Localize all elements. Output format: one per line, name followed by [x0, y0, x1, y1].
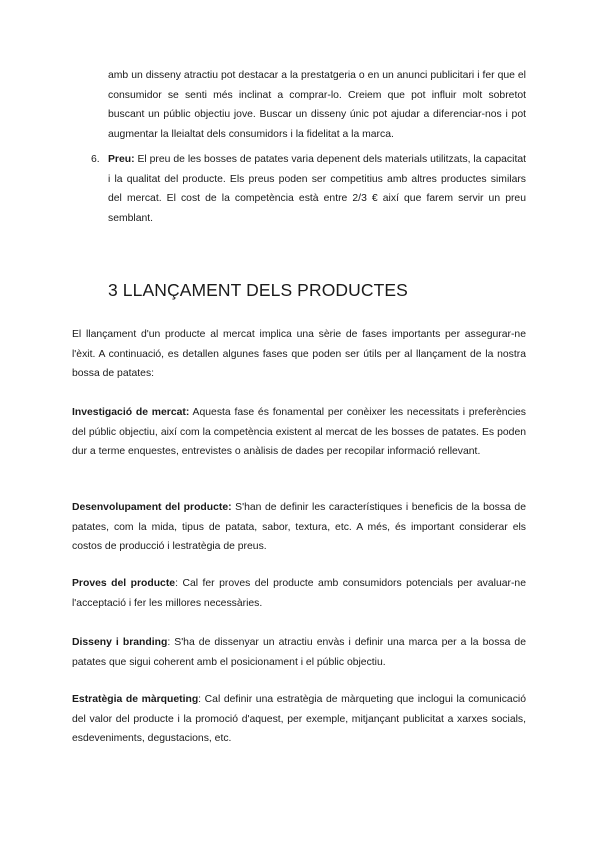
phase-term: Desenvolupament del producte: — [72, 502, 232, 513]
list-continuation-paragraph: amb un disseny atractiu pot destacar a la prestatgeria o en un anunci publicitari i fer que el consumidor se senti més inclinat a comprar-lo. Creiem que pot influir molt sobretot buscant un públic objectiu jove. Buscar un disseny únic pot ajudar a diferenciar-nos i pot augmentar la lleialtat dels consumidors i la fidelitat a la marca. — [108, 70, 526, 140]
phase-text: : Cal definir una estratègia de màrqueting que inclogui la comunicació del valor del producte i la promoció d'aquest, per exemple, mitjançant publicitat a xarxes socials, esdeveniments, degustacions, etc. — [72, 694, 526, 745]
phase-paragraph-product-testing — [72, 574, 526, 613]
list-item-text — [108, 150, 526, 228]
phase-paragraph-marketing-strategy — [72, 690, 526, 749]
phase-paragraph-market-research — [72, 403, 526, 462]
phase-term: Investigació de mercat: — [72, 407, 190, 418]
intro-paragraph: El llançament d'un producte al mercat implica una sèrie de fases importants per assegurar-ne l'èxit. A continuació, es detallen algunes fases que poden ser útils per al llançament de la nostra bossa de patates: — [72, 329, 526, 380]
phase-paragraph-design-branding — [72, 633, 526, 672]
phase-term: Proves del producte — [72, 578, 176, 589]
list-item-number: 6. — [91, 154, 100, 165]
phase-paragraph-product-development — [72, 498, 526, 557]
list-item-price — [91, 150, 526, 228]
phase-text: Aquesta fase és fonamental per conèixer les necessitats i preferències del públic objectiu, així com la competència existent al mercat de les bosses de patates. Es poden dur a terme enquestes, entrevistes o anàlisis de dades per recopilar informació rellevant. — [72, 407, 526, 458]
phase-text: : S'ha de dissenyar un atractiu envàs i definir una marca per a la bossa de patates que sigui coherent amb el posicionament i el públic objectiu. — [72, 637, 526, 668]
list-item-term: Preu: — [108, 154, 135, 165]
phase-text: S'han de definir les característiques i beneficis de la bossa de patates, com la mida, tipus de patata, sabor, textura, etc. A més, és important considerar els costos de producció i lestratègia de preus. — [72, 502, 526, 553]
phase-text: : Cal fer proves del producte amb consumidors potencials per avaluar-ne l'acceptació i fer les millores necessàries. — [72, 578, 526, 609]
phase-term: Disseny i branding — [72, 637, 168, 648]
section-heading: 3 LLANÇAMENT DELS PRODUCTES — [108, 280, 408, 300]
phase-term: Estratègia de màrqueting — [72, 694, 199, 705]
list-item-body: El preu de les bosses de patates varia depenent dels materials utilitzats, la capacitat i la qualitat del producte. Els preus poden ser competitius amb altres productes similars del mercat. El cost de la competència està entre 2/3 € així que farem servir un preu semblant. — [108, 154, 526, 224]
